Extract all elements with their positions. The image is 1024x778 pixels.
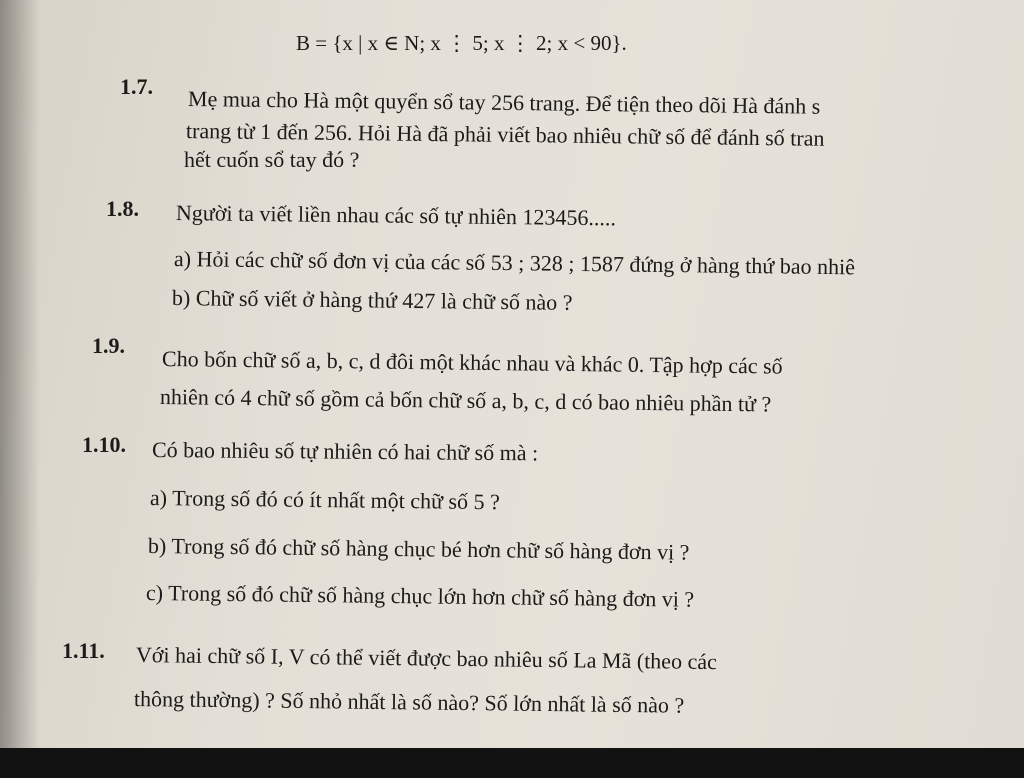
- problem-text-line: nhiên có 4 chữ số gồm cả bốn chữ số a, b, c, d có bao nhiêu phần tử ?: [159, 384, 772, 417]
- problem-text-line: Có bao nhiêu số tự nhiên có hai chữ số mà :: [151, 437, 539, 466]
- problem-number: 1.10.: [82, 432, 126, 457]
- problem-number: 1.7.: [120, 74, 153, 99]
- desk-edge: [0, 748, 1024, 778]
- problem-subitem: b) Chữ số viết ở hàng thứ 427 là chữ số nào ?: [171, 285, 573, 315]
- problem-subitem: a) Trong số đó có ít nhất một chữ số 5 ?: [149, 485, 500, 515]
- problem-text-line: trang từ 1 đến 256. Hỏi Hà đã phải viết bao nhiêu chữ số để đánh số tran: [185, 118, 825, 151]
- problem-text-line: Với hai chữ số I, V có thể viết được bao nhiêu số La Mã (theo các: [135, 642, 717, 675]
- problem-number: 1.9.: [92, 333, 125, 358]
- problem-subitem: c) Trong số đó chữ số hàng chục lớn hơn chữ số hàng đơn vị ?: [145, 580, 695, 612]
- problem-text-line: Cho bốn chữ số a, b, c, d đôi một khác nhau và khác 0. Tập hợp các số: [161, 346, 783, 379]
- problem-subitem: a) Hỏi các chữ số đơn vị của các số 53 ; 328 ; 1587 đứng ở hàng thứ bao nhiê: [173, 246, 856, 280]
- problem-text-line: hết cuốn sổ tay đó ?: [184, 147, 360, 172]
- problem-text-line: thông thường) ? Số nhỏ nhất là số nào? Số lớn nhất là số nào ?: [133, 686, 685, 718]
- problem-text-line: Người ta viết liền nhau các số tự nhiên 123456.....: [175, 200, 617, 231]
- problem-text-line: Mẹ mua cho Hà một quyển sổ tay 256 trang. Để tiện theo dõi Hà đánh s: [187, 86, 821, 119]
- page-shadow: [0, 0, 40, 748]
- problem-subitem: b) Trong số đó chữ số hàng chục bé hơn chữ số hàng đơn vị ?: [147, 533, 690, 565]
- problem-number: 1.11.: [62, 638, 105, 663]
- set-definition: B = {x | x ∈ N; x ⋮ 5; x ⋮ 2; x < 90}.: [296, 31, 627, 55]
- problem-number: 1.8.: [106, 196, 139, 221]
